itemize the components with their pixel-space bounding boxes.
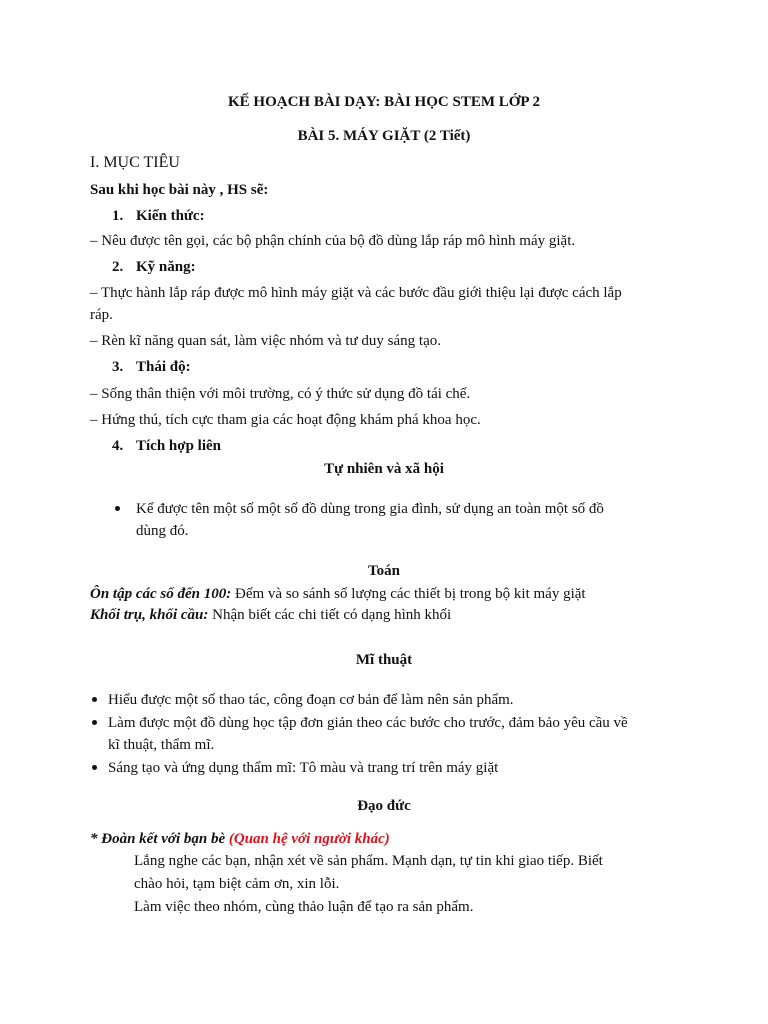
toan-row-1-label: Ôn tập các số đến 100: xyxy=(90,586,232,602)
list-number-4: 4. xyxy=(112,438,124,454)
tnxh-bullet-line-2: dùng đó. xyxy=(136,523,189,539)
bullet-dot xyxy=(92,765,97,770)
dao-duc-paragraph-2: Làm việc theo nhóm, cùng thảo luận để tạo ra sản phẩm. xyxy=(134,899,474,915)
dao-duc-paragraph-1-line-1: Lắng nghe các bạn, nhận xét về sản phẩm. Mạnh dạn, tự tin khi giao tiếp. Biết xyxy=(134,853,603,869)
toan-row-2-label: Khối trụ, khối cầu: xyxy=(90,607,209,623)
list-number-2: 2. xyxy=(112,259,124,275)
attitude-line-1: – Sống thân thiện với môi trường, có ý thức sử dụng đồ tái chế. xyxy=(90,386,471,402)
subheading-kien-thuc: Kiến thức: xyxy=(136,208,205,224)
mi-thuat-bullet-2-line-2: kĩ thuật, thẩm mĩ. xyxy=(108,737,215,753)
intro-text: Sau khi học bài này , HS sẽ: xyxy=(90,182,269,198)
heading-dao-duc: Đạo đức xyxy=(357,798,411,814)
subheading-thai-do: Thái độ: xyxy=(136,359,191,375)
dao-duc-subheading xyxy=(90,829,390,849)
tnxh-bullet-line-1: Kể được tên một số một số đồ dùng trong gia đình, sử dụng an toàn một số đồ xyxy=(136,501,604,517)
toan-row-2 xyxy=(90,605,451,625)
mi-thuat-bullet-2-line-1: Làm được một đồ dùng học tập đơn giản theo các bước cho trước, đảm bảo yêu cầu về xyxy=(108,715,628,731)
subheading-ky-nang: Kỹ năng: xyxy=(136,259,196,275)
attitude-line-2: – Hứng thú, tích cực tham gia các hoạt động khám phá khoa học. xyxy=(90,412,481,428)
toan-row-1 xyxy=(90,584,586,604)
mi-thuat-bullet-3: Sáng tạo và ứng dụng thẩm mĩ: Tô màu và trang trí trên máy giặt xyxy=(108,760,499,776)
toan-row-1-text: Đếm và so sánh số lượng các thiết bị trong bộ kit máy giặt xyxy=(231,586,586,602)
toan-row-2-text: Nhận biết các chi tiết có dạng hình khối xyxy=(208,607,452,623)
heading-toan: Toán xyxy=(368,563,400,579)
bullet-dot xyxy=(92,697,97,702)
dao-duc-sub-label: * Đoàn kết với bạn bè xyxy=(90,831,226,847)
mi-thuat-bullet-1: Hiểu được một số thao tác, công đoạn cơ bản để làm nên sản phẩm. xyxy=(108,692,514,708)
knowledge-line: – Nêu được tên gọi, các bộ phận chính của bộ đồ dùng lắp ráp mô hình máy giặt. xyxy=(90,233,576,249)
page-title: KẾ HOẠCH BÀI DẠY: BÀI HỌC STEM LỚP 2 xyxy=(228,94,540,110)
dao-duc-sub-red: (Quan hệ với người khác) xyxy=(225,831,390,847)
page-subtitle: BÀI 5. MÁY GIẶT (2 Tiết) xyxy=(297,128,471,144)
heading-mi-thuat: Mĩ thuật xyxy=(355,652,413,668)
list-number-3: 3. xyxy=(112,359,124,375)
heading-tu-nhien-xa-hoi: Tự nhiên và xã hội xyxy=(324,461,444,477)
skills-line-1: – Thực hành lắp ráp được mô hình máy giặt và các bước đầu giới thiệu lại được cách lắp xyxy=(90,285,622,301)
skills-line-2: ráp. xyxy=(90,307,113,323)
section-heading-muc-tieu: I. MỤC TIÊU xyxy=(90,154,180,171)
list-number-1: 1. xyxy=(112,208,124,224)
bullet-dot xyxy=(92,720,97,725)
skills-line-3: – Rèn kĩ năng quan sát, làm việc nhóm và tư duy sáng tạo. xyxy=(90,333,441,349)
subheading-tich-hop: Tích hợp liên xyxy=(136,438,221,454)
dao-duc-paragraph-1-line-2: chào hỏi, tạm biệt cảm ơn, xin lỗi. xyxy=(134,876,340,892)
bullet-dot xyxy=(115,506,120,511)
